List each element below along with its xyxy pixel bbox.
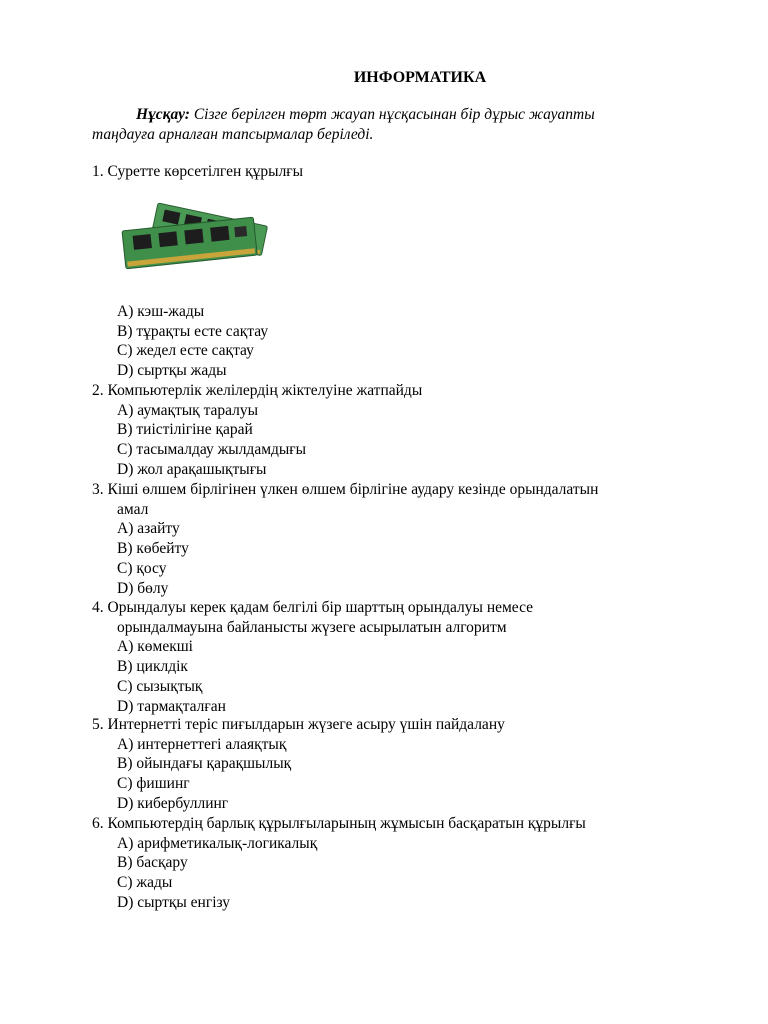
option: D) бөлу <box>117 579 169 597</box>
option: D) жол арақашықтығы <box>117 460 267 478</box>
option: C) тасымалдау жылдамдығы <box>117 441 307 459</box>
option: B) тұрақты есте сақтау <box>117 322 269 340</box>
option: D) сыртқы жады <box>117 362 227 380</box>
question-1-options <box>92 302 712 381</box>
option: A) көмекші <box>117 638 193 656</box>
option: C) жедел есте сақтау <box>117 342 254 360</box>
option: A) азайту <box>117 520 180 538</box>
instruction-line1: Сізге берілген төрт жауап нұсқасынан бір дұрыс жауапты <box>193 106 595 123</box>
question-stem-continuation: орындалмауына байланысты жүзеге асырылатын алгоритм <box>117 618 507 636</box>
option: A) кэш-жады <box>117 303 205 320</box>
question-stem: 6. Компьютердің барлық құрылғыларының жұмысын басқаратын құрылғы <box>92 815 586 832</box>
question-stem: 2. Компьютерлік желілердің жіктелуіне жатпайды <box>92 382 423 399</box>
option: D) кибербуллинг <box>117 794 229 812</box>
option: C) фишинг <box>117 775 190 793</box>
option: C) қосу <box>117 559 167 577</box>
option: D) сыртқы енгізу <box>117 893 231 911</box>
question-stem-continuation: амал <box>117 500 149 518</box>
question-stem: 1. Суретте көрсетілген құрылғы <box>92 163 304 180</box>
question-4 <box>92 598 712 716</box>
instruction <box>92 105 692 145</box>
option: B) тиістілігіне қарай <box>117 421 253 439</box>
option: B) циклдік <box>117 658 188 676</box>
option: A) интернеттегі алаяқтық <box>117 735 287 753</box>
question-stem: 3. Кіші өлшем бірлігінен үлкен өлшем бірлігіне аудару кезінде орындалатын <box>92 481 599 498</box>
instruction-line2: таңдауға арналған тапсырмалар беріледі. <box>92 126 374 143</box>
question-stem: 4. Орындалуы керек қадам белгілі бір шарттың орындалуы немесе <box>92 599 534 616</box>
question-3 <box>92 480 712 598</box>
option: B) ойындағы қарақшылық <box>117 755 292 773</box>
option: C) жады <box>117 874 173 892</box>
question-2 <box>92 381 712 480</box>
instruction-label: Нұсқау: <box>136 106 190 123</box>
option: C) сызықтық <box>117 677 203 695</box>
question-stem: 5. Интернетті теріс пиғылдарын жүзеге асыру үшін пайдалану <box>92 716 505 733</box>
question-1 <box>92 162 712 182</box>
option: D) тармақталған <box>117 697 226 715</box>
ram-module-icon <box>118 195 274 283</box>
question-5 <box>92 715 712 814</box>
page-title: ИНФОРМАТИКА <box>353 69 487 86</box>
option: A) аумақтық таралуы <box>117 401 259 419</box>
option: A) арифметикалық-логикалық <box>117 834 318 852</box>
option: B) көбейту <box>117 540 189 558</box>
question-6 <box>92 814 712 913</box>
option: B) басқару <box>117 854 188 872</box>
